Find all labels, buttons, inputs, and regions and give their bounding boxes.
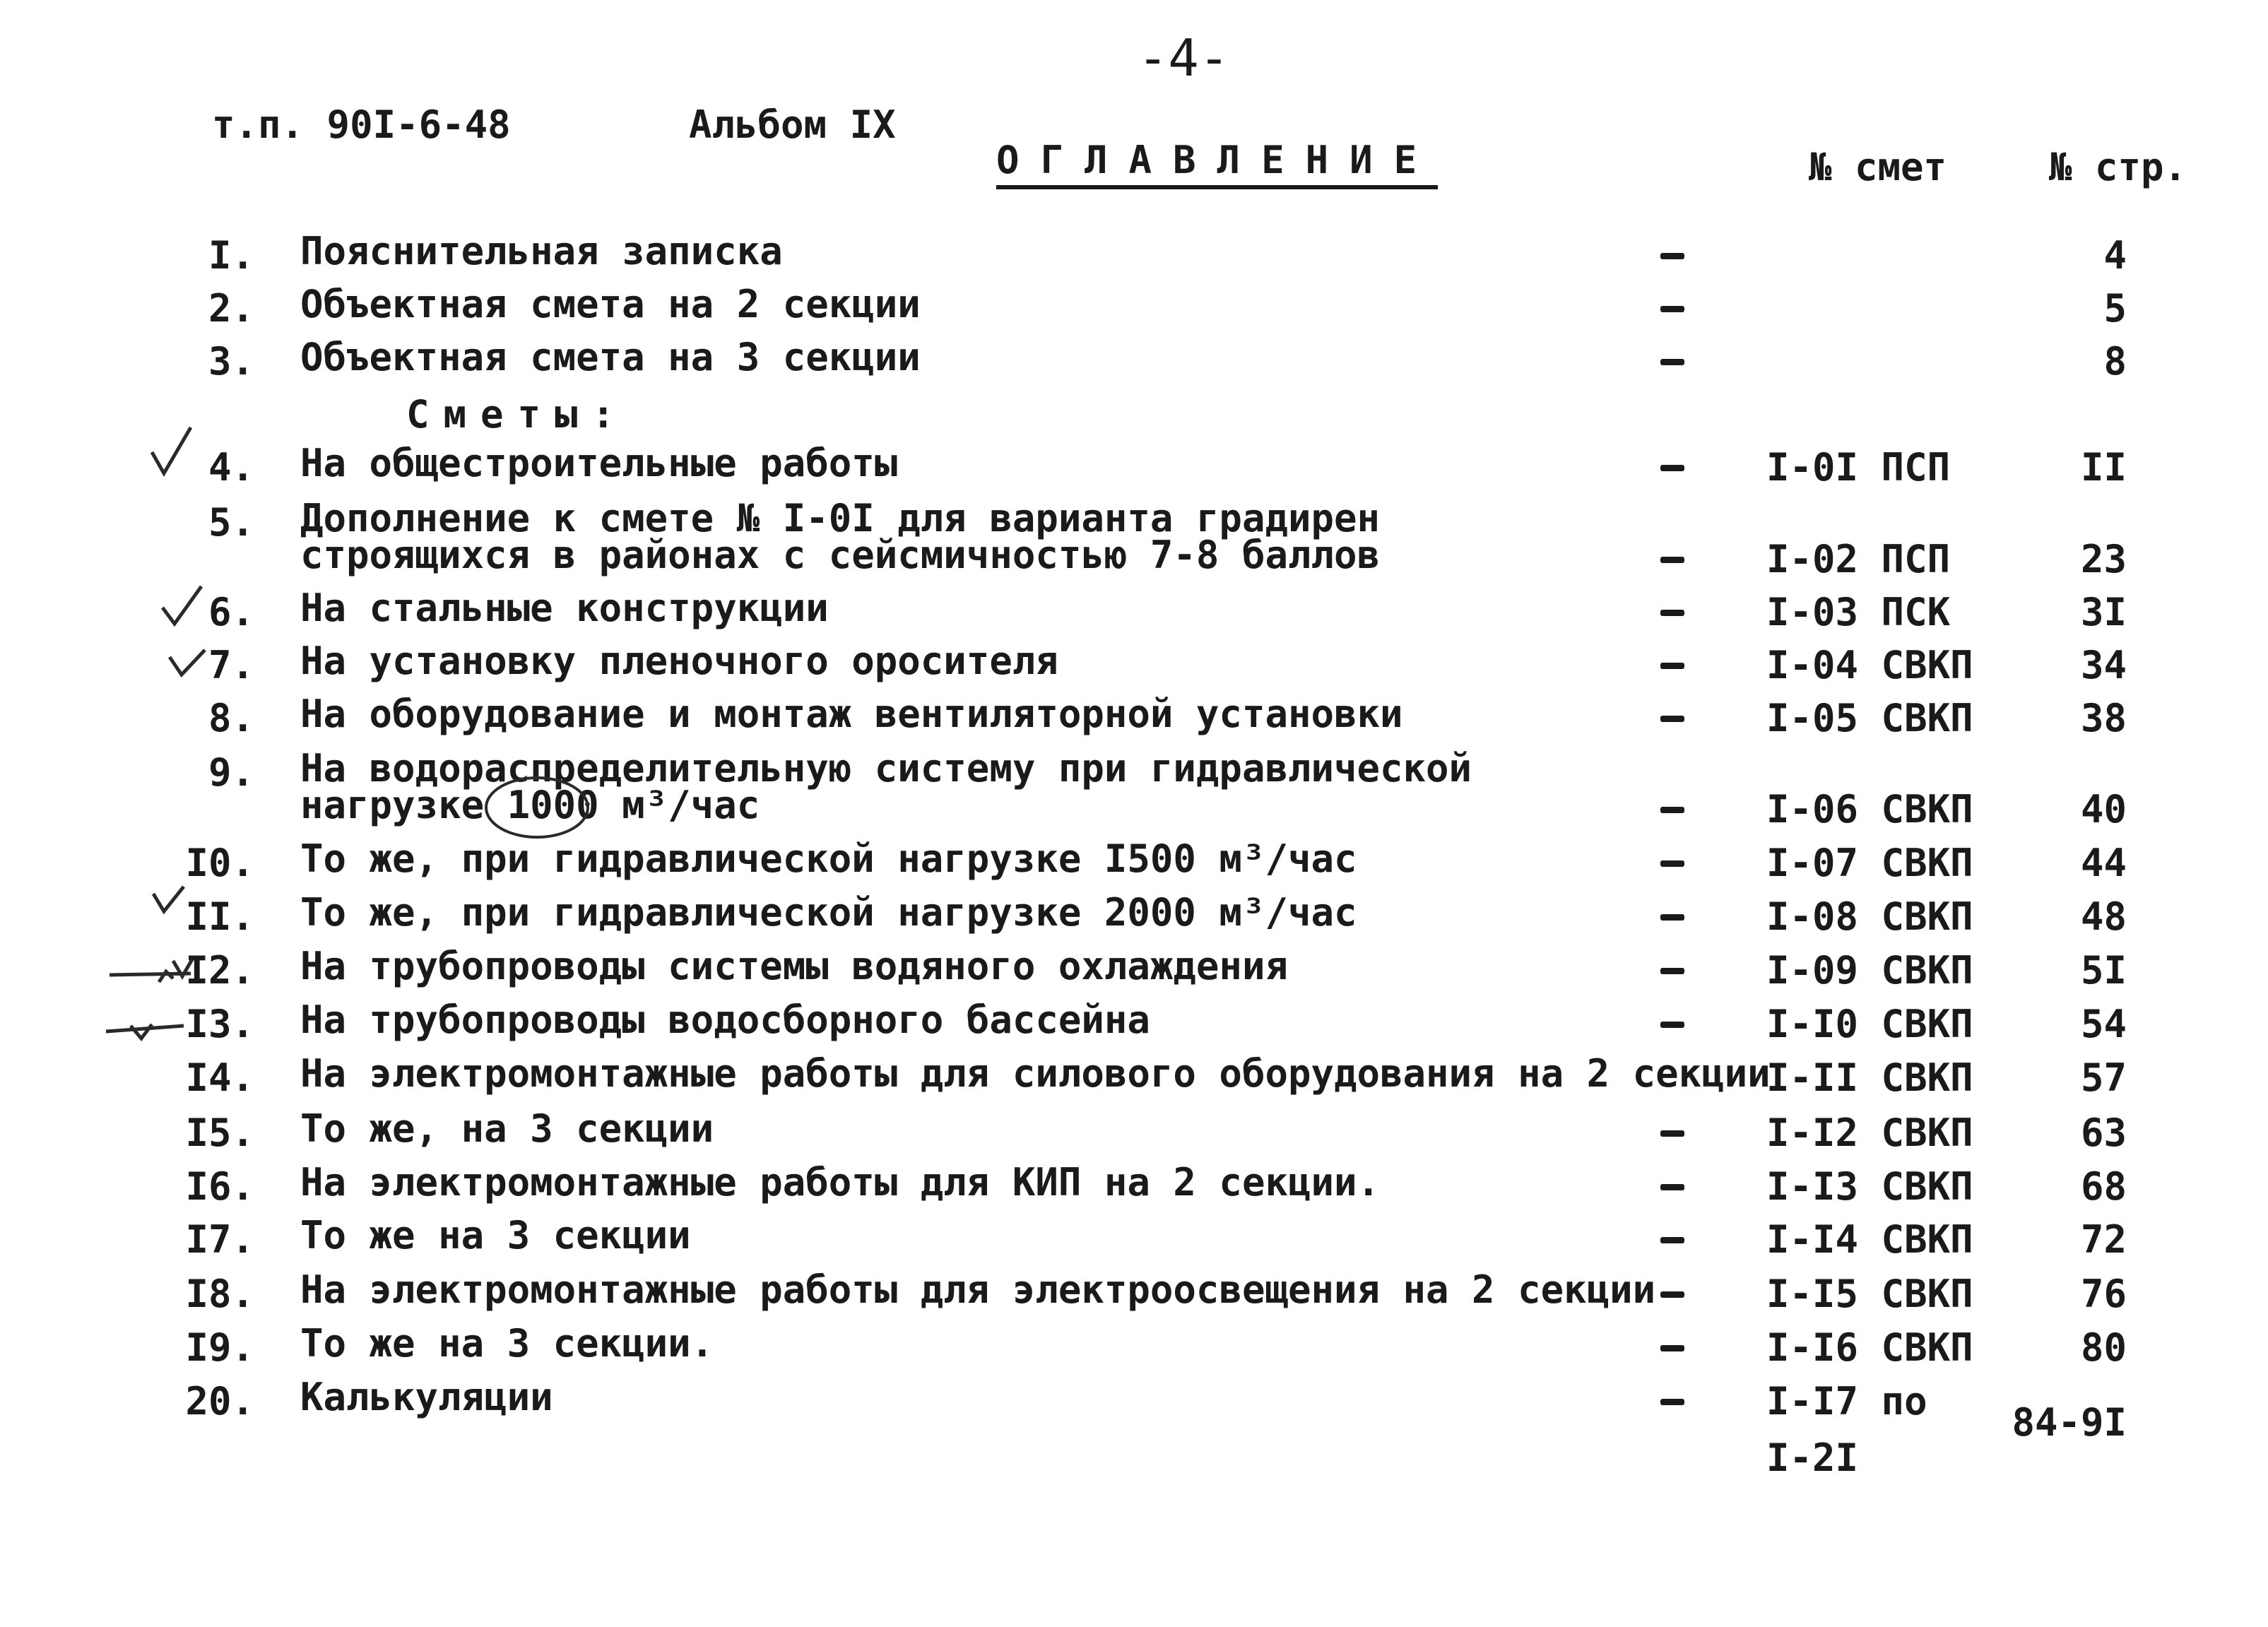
row-title: То же на 3 секции (300, 1213, 691, 1258)
section-subheading: Сметы: (406, 392, 630, 437)
row-dash (1660, 860, 1684, 867)
row-dash (1660, 807, 1684, 813)
row-page: 38 (2080, 696, 2127, 740)
row-title: Объектная смета на 2 секции (300, 282, 921, 326)
row-dash (1660, 716, 1684, 722)
row-estimate-code: I-I3 СВКП (1766, 1164, 1973, 1209)
row-estimate-code: I-I4 СВКП (1766, 1217, 1973, 1262)
row-number: 4. (208, 445, 254, 490)
row-title: На электромонтажные работы для силового оборудования на 2 секции (300, 1051, 1771, 1096)
row-page: 80 (2080, 1325, 2127, 1370)
row-page: 48 (2080, 894, 2127, 939)
handwritten-check-mark (148, 424, 198, 480)
row-dash (1660, 1130, 1684, 1137)
row-number: 2. (208, 286, 254, 331)
row-title: На трубопроводы системы водяного охлаждения (300, 944, 1288, 988)
row-estimate-code: I-07 СВКП (1766, 841, 1973, 885)
row-page: 8 (2103, 339, 2127, 384)
row-title-continued: нагрузке 1000 м³/час (300, 783, 760, 827)
row-page: 57 (2080, 1055, 2127, 1100)
row-number: I. (208, 233, 254, 278)
handwritten-check-mark (150, 883, 189, 918)
row-title: На общестроительные работы (300, 441, 898, 485)
row-page: 4 (2103, 233, 2127, 278)
row-title: Объектная смета на 3 секции (300, 335, 921, 379)
column-header-page: № стр. (2049, 145, 2187, 189)
row-dash (1660, 1237, 1684, 1243)
row-estimate-code: I-I0 СВКП (1766, 1002, 1973, 1046)
row-estimate-code: I-05 СВКП (1766, 696, 1973, 740)
row-estimate-code-continued: I-2I (1766, 1436, 1859, 1480)
row-estimate-code: I-04 СВКП (1766, 643, 1973, 687)
row-title: На стальные конструкции (300, 586, 829, 630)
row-number: I3. (185, 1002, 254, 1046)
row-title: То же на 3 секции. (300, 1321, 714, 1366)
row-title: Пояснительная записка (300, 229, 783, 273)
row-number: 5. (208, 500, 254, 545)
handwritten-check-mark (166, 646, 208, 678)
row-dash (1660, 306, 1684, 312)
page-title: ОГЛАВЛЕНИЕ (996, 138, 1438, 189)
row-dash (1660, 359, 1684, 365)
row-number: II. (185, 894, 254, 939)
row-page: 5 (2103, 286, 2127, 331)
row-title: На трубопроводы водосборного бассейна (300, 998, 1150, 1042)
row-dash (1660, 465, 1684, 471)
row-page: 54 (2080, 1002, 2127, 1046)
row-number: I5. (185, 1111, 254, 1155)
row-number: 7. (208, 643, 254, 687)
row-estimate-code: I-03 ПСК (1766, 590, 1951, 634)
row-page: II (2080, 445, 2127, 490)
row-number: I0. (185, 841, 254, 885)
album-label: Альбом IX (689, 102, 896, 147)
row-dash (1660, 610, 1684, 616)
handwritten-circle-mark (480, 774, 593, 844)
row-title: То же, при гидравлической нагрузке I500 м³/час (300, 836, 1357, 881)
row-dash (1660, 557, 1684, 563)
row-estimate-code: I-09 СВКП (1766, 948, 1973, 993)
row-estimate-code: I-02 ПСП (1766, 537, 1951, 581)
row-number: I4. (185, 1055, 254, 1100)
row-title: На электромонтажные работы для электроосвещения на 2 секции (300, 1267, 1656, 1312)
row-estimate-code: I-06 СВКП (1766, 787, 1973, 832)
row-estimate-code: I-0I ПСП (1766, 445, 1951, 490)
column-header-estimate: № смет (1809, 145, 1947, 189)
row-title: Калькуляции (300, 1375, 553, 1419)
row-dash (1660, 1399, 1684, 1405)
row-dash (1660, 253, 1684, 259)
row-page: 23 (2080, 537, 2127, 581)
row-title: На оборудование и монтаж вентиляторной установки (300, 692, 1403, 736)
row-page: 72 (2080, 1217, 2127, 1262)
row-estimate-code: I-II СВКП (1766, 1055, 1973, 1100)
row-title: То же, при гидравлической нагрузке 2000 м³/час (300, 890, 1357, 935)
row-number: I9. (185, 1325, 254, 1370)
row-page: 68 (2080, 1164, 2127, 1209)
row-title: На водораспределительную систему при гидравлической (300, 746, 1472, 791)
row-estimate-code: I-I7 по (1766, 1379, 1927, 1424)
row-estimate-code: I-I6 СВКП (1766, 1325, 1973, 1370)
row-title: На установку пленочного оросителя (300, 639, 1058, 683)
row-estimate-code: I-I2 СВКП (1766, 1111, 1973, 1155)
row-page: 76 (2080, 1272, 2127, 1316)
row-dash (1660, 663, 1684, 669)
row-page: 5I (2080, 948, 2127, 993)
row-number: 3. (208, 339, 254, 384)
row-dash (1660, 1345, 1684, 1351)
row-title-continued: строящихся в районах с сейсмичностью 7-8 баллов (300, 533, 1381, 577)
row-page: 40 (2080, 787, 2127, 832)
row-number: 9. (208, 750, 254, 795)
row-number: I2. (185, 948, 254, 993)
row-dash (1660, 968, 1684, 974)
row-estimate-code: I-08 СВКП (1766, 894, 1973, 939)
row-dash (1660, 1184, 1684, 1190)
row-number: I6. (185, 1164, 254, 1209)
row-number: 20. (185, 1379, 254, 1424)
row-title: На электромонтажные работы для КИП на 2 секции. (300, 1160, 1381, 1205)
row-estimate-code: I-I5 СВКП (1766, 1272, 1973, 1316)
row-page: 34 (2080, 643, 2127, 687)
row-number: 6. (208, 590, 254, 634)
row-number: 8. (208, 696, 254, 740)
row-number: I8. (185, 1272, 254, 1316)
handwritten-tick-stroke (102, 1010, 187, 1042)
row-title: То же, на 3 секции (300, 1106, 714, 1151)
handwritten-check-mark (159, 583, 208, 629)
handwritten-tick-stroke (106, 954, 198, 989)
row-page: 3I (2080, 590, 2127, 634)
row-dash (1660, 1022, 1684, 1028)
row-title: Дополнение к смете № I-0I для варианта градирен (300, 496, 1381, 540)
row-page: 84-9I (2012, 1400, 2127, 1445)
row-page: 44 (2080, 841, 2127, 885)
row-page: 63 (2080, 1111, 2127, 1155)
row-dash (1660, 1291, 1684, 1298)
row-number: I7. (185, 1217, 254, 1262)
row-dash (1660, 914, 1684, 921)
document-code: т.п. 90I-6-48 (212, 102, 511, 147)
page-number: -4- (1138, 28, 1230, 88)
